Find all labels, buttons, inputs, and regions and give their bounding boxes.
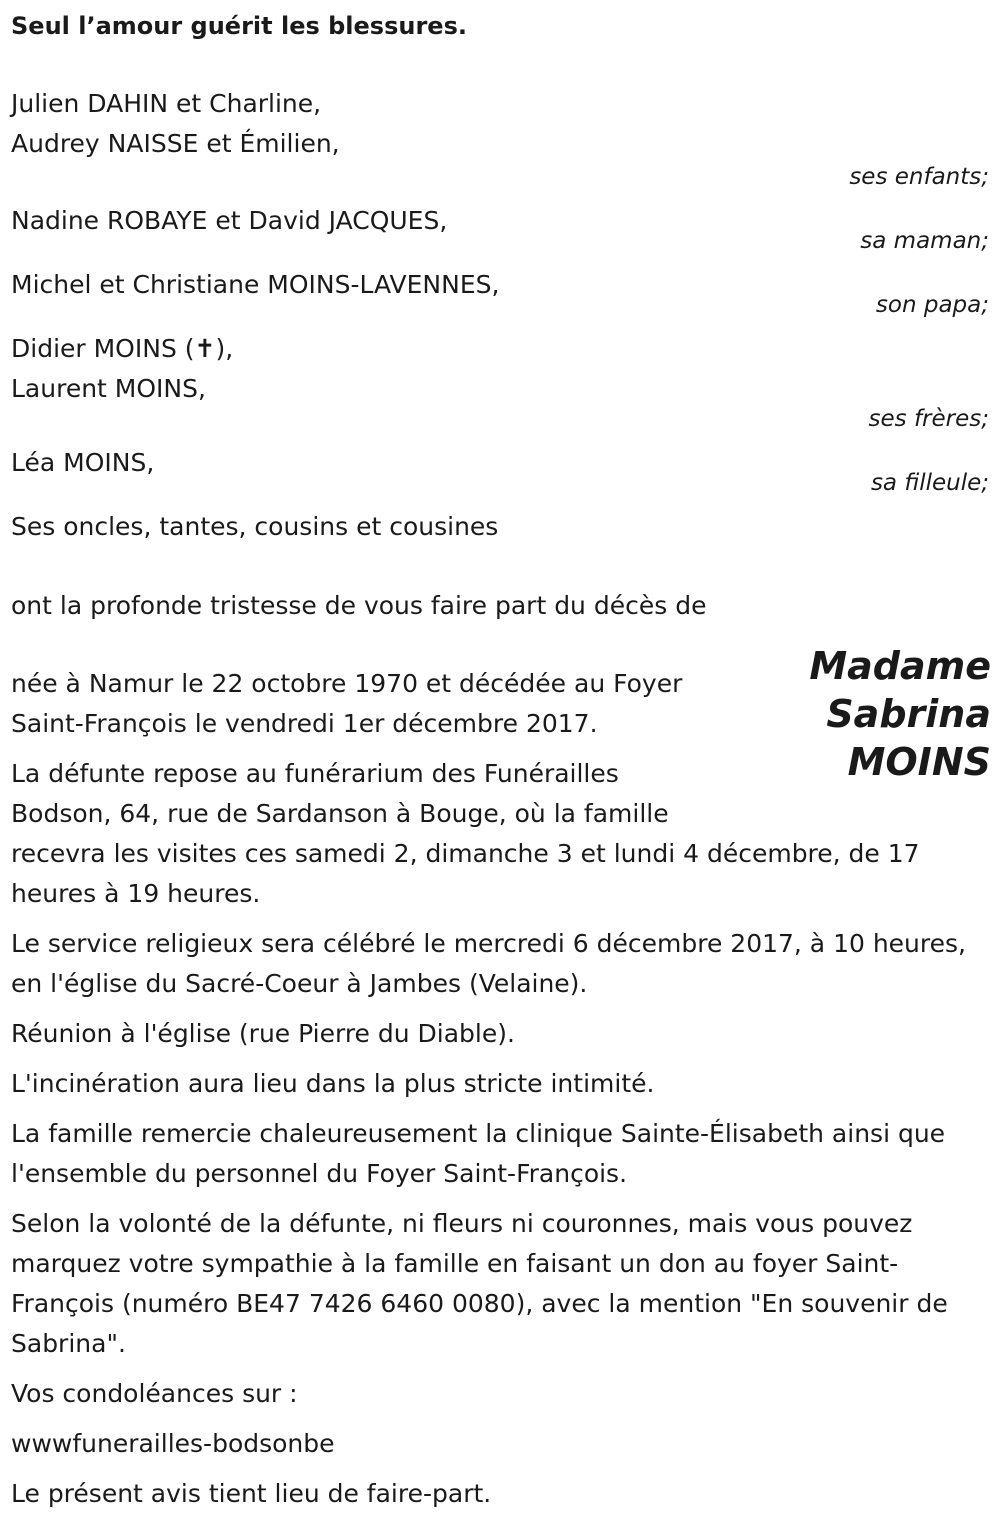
relation-label: sa maman; [860,228,989,254]
thanks-info: La famille remercie chaleureusement la clinique Sainte-Élisabeth ainsi que l'ensemble du personnel du Foyer Saint-François. [11,1119,946,1188]
deceased-last-name: MOINS [847,740,991,784]
funerarium-line: Bodson, 64, rue de Sardanson à Bouge, où la famille [11,799,669,828]
family-line: Audrey NAISSE et Émilien, [11,129,340,158]
family-line: Michel et Christiane MOINS-LAVENNES, [11,270,500,299]
deceased-first-name: Sabrina [826,692,991,736]
deceased-name [809,642,991,786]
relation-label: ses frères; [868,406,989,432]
service-info: Le service religieux sera célébré le mercredi 6 décembre 2017, à 10 heures, en l'église du Sacré-Coeur à Jambes (Velaine). [11,929,966,998]
birth-death-info: née à Namur le 22 octobre 1970 et décédée au Foyer Saint-François le vendredi 1er décembre 2017. [11,669,683,738]
family-line: Ses oncles, tantes, cousins et cousines [11,512,499,541]
closing-note: Le présent avis tient lieu de faire-part. [11,1479,492,1508]
motto: Seul l’amour guérit les blessures. [11,12,467,40]
wishes-info: Selon la volonté de la défunte, ni fleurs ni couronnes, mais vous pouvez marquez votre sympathie à la famille en faisant un don au foyer Saint-François (numéro BE47 7426 6460 0080), avec la mention "En souvenir de Sabrina". [11,1209,948,1358]
condolences-website[interactable]: wwwfunerailles-bodsonbe [11,1429,335,1458]
relation-label: ses enfants; [849,164,989,190]
family-line: Julien DAHIN et Charline, [11,89,322,118]
family-line: Nadine ROBAYE et David JACQUES, [11,206,448,235]
condolences-label: Vos condoléances sur : [11,1379,298,1408]
funerarium-line: recevra les visites ces samedi 2, dimanche 3 et lundi 4 décembre, de 17 heures à 19 heures. [11,839,920,908]
relation-label: sa filleule; [870,470,989,496]
incineration-info: L'incinération aura lieu dans la plus stricte intimité. [11,1069,655,1098]
family-group-brothers [11,329,991,432]
family-line: Léa MOINS, [11,448,155,477]
deceased-section [11,644,991,914]
family-line: Didier MOINS (✝), [11,334,234,363]
obituary-notice [11,6,991,1524]
family-group-goddaughter [11,443,991,496]
family-group-extended [11,507,991,547]
family-line: Laurent MOINS, [11,374,206,403]
deceased-title: Madame [809,644,991,688]
family-group-mother [11,201,991,254]
relation-label: son papa; [875,292,989,318]
announcement: ont la profonde tristesse de vous faire part du décès de [11,591,707,620]
meeting-info: Réunion à l'église (rue Pierre du Diable). [11,1019,515,1048]
family-group-father [11,265,991,318]
family-group-children [11,84,991,190]
funerarium-line: La défunte repose au funérarium des Funérailles [11,759,619,788]
